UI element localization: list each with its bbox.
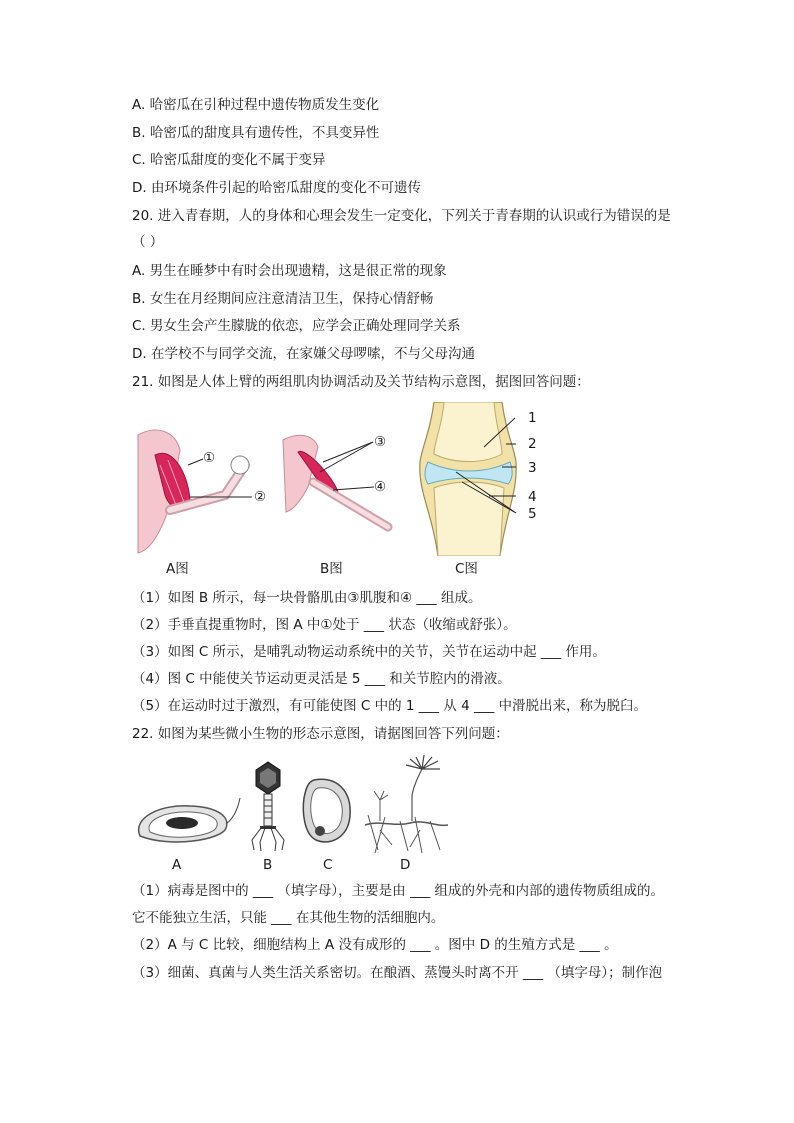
bacteriophage-diagram [248, 760, 288, 852]
fig-22-caption-d: D [400, 857, 411, 873]
q21-sub-5: （5）在运动时过于激烈，有可能使图 C 中的 1 ___ 从 4 ___ 中滑脱出来，称为脱臼。 [132, 698, 648, 714]
fig-b-label-3: ③ [374, 434, 387, 450]
fig-c-label-3: 3 [528, 460, 537, 476]
q21-sub-2: （2）手垂直提重物时，图 A 中①处于 ___ 状态（收缩或舒张）。 [132, 617, 517, 633]
fig-22-caption-a: A [172, 857, 182, 873]
bacterium-diagram [130, 796, 242, 850]
q22-sub-1-cont: 它不能独立生活，只能 ___ 在其他生物的活细胞内。 [132, 910, 445, 926]
q22-sub-3: （3）细菌、真菌与人类生活关系密切。在酿酒、蒸馒头时离不开 ___ （填字母）；制作泡 [132, 965, 663, 981]
fig-c-caption: C图 [455, 561, 478, 577]
q20-option-c: C. 男女生会产生朦胧的依恋，应学会正确处理同学关系 [132, 318, 461, 334]
yeast-cell-diagram [300, 776, 356, 848]
q22-sub-2: （2）A 与 C 比较，细胞结构上 A 没有成形的 ___ 。图中 D 的生殖方式是 ___ 。 [132, 937, 618, 953]
fig-22-caption-c: C [323, 857, 333, 873]
q21-sub-3: （3）如图 C 所示，是哺乳动物运动系统中的关节，关节在运动中起 ___ 作用。 [132, 644, 606, 660]
q19-option-d: D. 由环境条件引起的哈密瓜甜度的变化不可遗传 [132, 180, 421, 196]
fig-c-label-4: 4 [528, 489, 537, 505]
fig-a-label-1: ① [203, 450, 216, 466]
joint-structure-diagram [414, 402, 538, 556]
q22-sub-1: （1）病毒是图中的 ___ （填字母），主要是由 ___ 组成的外壳和内部的遗传物质组成的。 [132, 883, 665, 899]
q20-stem: 20. 进入青春期，人的身体和心理会发生一定变化，下列关于青春期的认识或行为错误的是 [132, 208, 671, 224]
q21-sub-1: （1）如图 B 所示，每一块骨骼肌由③肌腹和④ ___ 组成。 [132, 590, 482, 606]
fig-b-caption: B图 [320, 561, 343, 577]
q20-option-d: D. 在学校不与同学交流，在家嫌父母啰嗦，不与父母沟通 [132, 346, 475, 362]
q19-option-c: C. 哈密瓜甜度的变化不属于变异 [132, 152, 326, 168]
q20-option-b: B. 女生在月经期间应注意清洁卫生，保持心情舒畅 [132, 291, 434, 307]
q19-option-b: B. 哈密瓜的甜度具有遗传性，不具变异性 [132, 125, 380, 141]
fig-a-label-2: ② [254, 489, 267, 505]
q22-stem: 22. 如图为某些微小生物的形态示意图，请据图回答下列问题： [132, 726, 509, 742]
q19-option-a: A. 哈密瓜在引种过程中遗传物质发生变化 [132, 97, 380, 113]
q21-stem: 21. 如图是人体上臂的两组肌肉协调活动及关节结构示意图，据图回答问题： [132, 374, 590, 390]
q21-sub-4: （4）图 C 中能使关节运动更灵活是 5 ___ 和关节腔内的滑液。 [132, 671, 511, 687]
fig-b-label-4: ④ [374, 479, 387, 495]
fig-a-caption: A图 [166, 561, 189, 577]
fig-c-label-1: 1 [528, 410, 537, 426]
q20-option-a: A. 男生在睡梦中有时会出现遗精，这是很正常的现象 [132, 263, 447, 279]
fig-c-label-5: 5 [528, 506, 537, 522]
mold-diagram [360, 755, 450, 855]
fig-c-label-2: 2 [528, 436, 537, 452]
fig-22-caption-b: B [263, 857, 273, 873]
q20-answer-paren: （ ） [132, 234, 164, 250]
